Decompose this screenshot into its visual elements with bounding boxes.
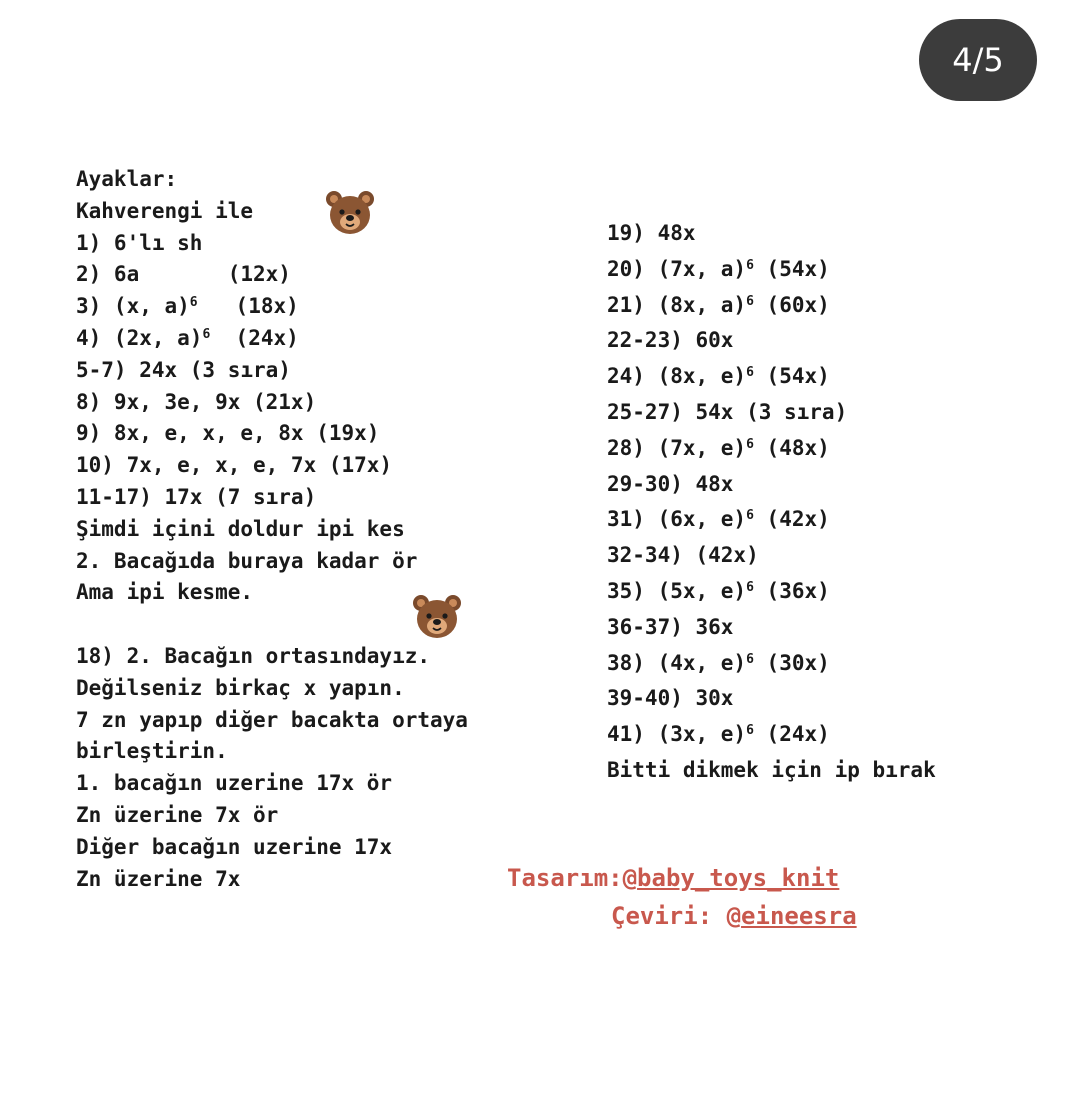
- pattern-line-text: birleştirin.: [76, 739, 228, 764]
- legs-instructions: [76, 164, 468, 609]
- pattern-line-text: 18) 2. Bacağın ortasındayız.: [76, 643, 431, 668]
- pattern-line: [76, 546, 468, 578]
- pattern-line-text: Bitti dikmek için ip bırak: [607, 757, 936, 782]
- pattern-line-text: Değilseniz birkaç x yapın.: [76, 675, 405, 700]
- bear-face-icon: [411, 592, 463, 640]
- pattern-line: [607, 681, 936, 717]
- right-pattern-column: [607, 216, 936, 789]
- pattern-line: [607, 610, 936, 646]
- pattern-line-text: 39-40) 30x: [607, 686, 734, 711]
- pattern-line-text: 9) 8x, e, x, e, 8x (19x): [76, 421, 380, 446]
- left-pattern-column: [76, 164, 468, 895]
- bear-face-icon: [324, 188, 376, 236]
- pattern-line: [76, 418, 468, 450]
- design-credit-handle[interactable]: baby_toys_knit: [637, 864, 840, 892]
- pattern-line-text: 11-17) 17x (7 sıra): [76, 484, 317, 509]
- repeat-count: 6: [189, 295, 198, 311]
- pattern-line-text: 19) 48x: [607, 221, 696, 245]
- pattern-line: [76, 673, 468, 705]
- pattern-line: [76, 164, 468, 196]
- pattern-line: [607, 323, 936, 359]
- pattern-line: [76, 736, 468, 768]
- translation-credit-label: Çeviri: @: [611, 902, 742, 930]
- pattern-line-text: 24) (8x, e): [607, 364, 747, 389]
- stitch-total: (24x): [210, 325, 299, 350]
- pattern-line-text: Ama ipi kesme.: [76, 580, 254, 605]
- pattern-line: [607, 574, 936, 610]
- pattern-line-text: 38) (4x, e): [607, 650, 747, 675]
- pattern-line: [607, 502, 936, 538]
- pattern-line: [76, 482, 468, 514]
- pattern-line-text: 22-23) 60x: [607, 328, 734, 353]
- pattern-line-text: 35) (5x, e): [607, 578, 747, 603]
- pattern-line-text: 29-30) 48x: [607, 471, 734, 496]
- pattern-line-text: 31) (6x, e): [607, 507, 747, 532]
- pattern-line-text: 1) 6'lı sh: [76, 230, 203, 255]
- stitch-total: (24x): [753, 722, 830, 747]
- stitch-total: (42x): [753, 507, 830, 532]
- pattern-line: [607, 395, 936, 431]
- pattern-line-text: 36-37) 36x: [607, 614, 734, 639]
- repeat-count: 6: [746, 365, 754, 381]
- pattern-line: [76, 800, 468, 832]
- pattern-line: [76, 259, 468, 291]
- pattern-line: [76, 768, 468, 800]
- pattern-line-text: 41) (3x, e): [607, 722, 747, 747]
- pattern-line-text: 10) 7x, e, x, e, 7x (17x): [76, 453, 393, 478]
- pattern-line: [607, 717, 936, 753]
- pattern-line-text: 25-27) 54x (3 sıra): [607, 399, 848, 424]
- page-counter-badge: 4/5: [919, 19, 1037, 101]
- stitch-total: (54x): [753, 256, 830, 281]
- repeat-count: 6: [746, 723, 754, 739]
- stitch-total: (48x): [753, 435, 830, 460]
- repeat-count: 6: [746, 651, 754, 667]
- stitch-total: (54x): [753, 364, 830, 389]
- design-credit: [507, 864, 839, 892]
- pattern-line: [607, 431, 936, 467]
- pattern-line: [607, 252, 936, 288]
- pattern-line: [76, 228, 468, 260]
- pattern-line-text: Zn üzerine 7x: [76, 866, 241, 891]
- pattern-line-text: 7 zn yapıp diğer bacakta ortaya: [76, 707, 468, 732]
- pattern-line-text: 8) 9x, 3e, 9x (21x): [76, 389, 317, 414]
- pattern-line: [76, 291, 468, 323]
- pattern-line-text: 4) (2x, a): [76, 325, 203, 350]
- design-credit-label: Tasarım:@: [507, 864, 638, 892]
- repeat-count: 6: [746, 436, 754, 452]
- repeat-count: 6: [746, 257, 754, 273]
- pattern-line: [76, 864, 468, 896]
- pattern-line-text: 21) (8x, a): [607, 292, 747, 317]
- pattern-line-text: 28) (7x, e): [607, 435, 747, 460]
- pattern-line: [76, 832, 468, 864]
- pattern-line: [76, 450, 468, 482]
- pattern-line: [607, 216, 936, 252]
- pattern-line: [607, 538, 936, 574]
- translation-credit-handle[interactable]: eineesra: [741, 902, 857, 930]
- pattern-line-text: 2) 6a (12x): [76, 262, 291, 287]
- repeat-count: 6: [746, 508, 754, 524]
- pattern-line: [607, 646, 936, 682]
- pattern-line: [76, 641, 468, 673]
- pattern-line-text: Şimdi içini doldur ipi kes: [76, 516, 405, 541]
- pattern-line-text: Kahverengi ile: [76, 198, 254, 223]
- pattern-line: [76, 355, 468, 387]
- pattern-line: [607, 753, 936, 789]
- pattern-line-text: 5-7) 24x (3 sıra): [76, 357, 291, 382]
- joining-instructions: [76, 641, 468, 895]
- pattern-line: [76, 196, 468, 228]
- pattern-line: [76, 705, 468, 737]
- pattern-line: [607, 288, 936, 324]
- stitch-total: (30x): [753, 650, 830, 675]
- pattern-line-text: 1. bacağın uzerine 17x ör: [76, 771, 393, 796]
- pattern-line: [607, 359, 936, 395]
- pattern-line-text: Ayaklar:: [76, 167, 178, 191]
- pattern-line-text: 2. Bacağıda buraya kadar ör: [76, 548, 418, 573]
- pattern-line: [76, 577, 468, 609]
- pattern-line-text: 3) (x, a): [76, 294, 190, 319]
- repeat-count: 6: [746, 293, 754, 309]
- pattern-line-text: Zn üzerine 7x ör: [76, 802, 279, 827]
- pattern-line: [76, 387, 468, 419]
- stitch-total: (36x): [753, 578, 830, 603]
- stitch-total: (60x): [753, 292, 830, 317]
- pattern-line: [76, 514, 468, 546]
- pattern-line-text: 20) (7x, a): [607, 256, 747, 281]
- stitch-total: (18x): [197, 294, 299, 319]
- pattern-line-text: Diğer bacağın uzerine 17x: [76, 834, 393, 859]
- translation-credit: [611, 902, 857, 930]
- repeat-count: 6: [746, 579, 754, 595]
- pattern-line: [76, 323, 468, 355]
- repeat-count: 6: [202, 326, 211, 342]
- pattern-line: [607, 467, 936, 503]
- pattern-line-text: 32-34) (42x): [607, 543, 759, 568]
